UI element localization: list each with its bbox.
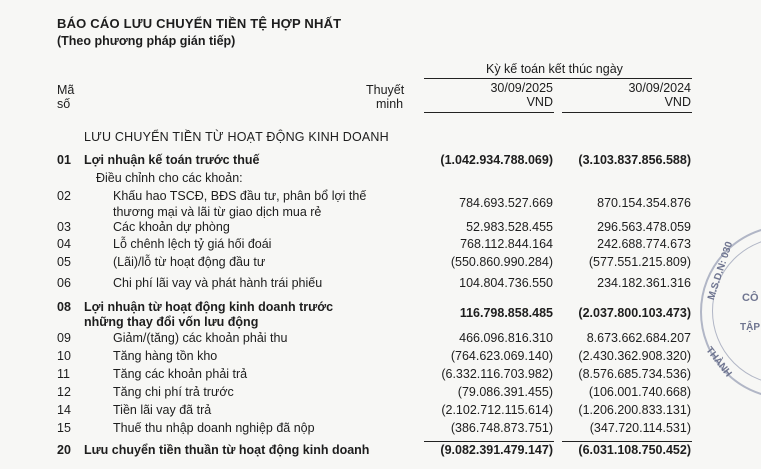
row-label: Tăng các khoản phải trả bbox=[113, 367, 248, 381]
row-value-2024: (106.001.740.668) bbox=[588, 385, 691, 399]
note-col-header-line1: Thuyết bbox=[366, 83, 405, 97]
row-label: Chi phí lãi vay và phát hành trái phiếu bbox=[113, 276, 323, 290]
row-code: 08 bbox=[57, 300, 71, 314]
row-value-2025: (2.102.712.115.614) bbox=[441, 403, 553, 417]
table-row bbox=[0, 153, 761, 171]
table-row bbox=[0, 220, 761, 238]
table-row bbox=[0, 237, 761, 255]
total-top-rule-col2 bbox=[562, 441, 692, 442]
row-value-2024: (2.430.362.908.320) bbox=[578, 349, 691, 363]
period-label: Kỳ kế toán kết thúc ngày bbox=[486, 62, 623, 76]
row-value-2025: 768.112.844.164 bbox=[460, 237, 553, 251]
row-label: Tăng chi phí trả trước bbox=[113, 385, 234, 399]
stamp-text: TẬP bbox=[740, 322, 760, 333]
row-value-2024: (1.206.200.833.131) bbox=[578, 403, 691, 417]
row-code: 04 bbox=[57, 237, 71, 251]
row-value-2024: (6.031.108.750.452) bbox=[578, 443, 691, 457]
row-value-2025: 116.798.858.485 bbox=[459, 306, 553, 320]
table-row bbox=[0, 403, 761, 421]
row-code: 10 bbox=[57, 349, 71, 363]
table-row bbox=[0, 349, 761, 367]
row-label: Tiền lãi vay đã trả bbox=[113, 403, 212, 417]
row-value-2025: (386.748.873.751) bbox=[450, 421, 553, 435]
row-code: 12 bbox=[57, 385, 71, 399]
row-value-2025: (9.082.391.479.147) bbox=[440, 443, 553, 457]
col1-date: 30/09/2025 bbox=[490, 81, 553, 95]
row-value-2025: 466.096.816.310 bbox=[459, 331, 553, 345]
table-row bbox=[0, 443, 761, 461]
row-value-2025: (1.042.934.788.069) bbox=[440, 153, 553, 167]
row-label: Thuế thu nhập doanh nghiệp đã nộp bbox=[113, 421, 315, 435]
row-value-2025: 104.804.736.550 bbox=[459, 276, 553, 290]
table-row bbox=[0, 276, 761, 294]
report-title: BÁO CÁO LƯU CHUYỂN TIỀN TỆ HỢP NHẤT bbox=[57, 16, 342, 31]
row-label: Lợi nhuận kế toán trước thuế bbox=[84, 153, 260, 167]
row-label: Lỗ chênh lệch tỷ giá hối đoái bbox=[113, 237, 272, 251]
row-value-2024: (347.720.114.531) bbox=[589, 421, 691, 435]
row-label-cont: thương mại và lãi từ giao dịch mua rẻ bbox=[113, 205, 322, 219]
row-value-2024: (8.576.685.734.536) bbox=[578, 367, 691, 381]
row-value-2024: (577.551.215.809) bbox=[588, 255, 691, 269]
code-col-header-line1: Mã bbox=[57, 83, 75, 97]
period-underline bbox=[424, 78, 692, 79]
section-title: LƯU CHUYỂN TIỀN TỪ HOẠT ĐỘNG KINH DOANH bbox=[84, 130, 389, 144]
table-row bbox=[0, 171, 761, 189]
row-code: 06 bbox=[57, 276, 71, 290]
table-row bbox=[0, 255, 761, 273]
report-subtitle: (Theo phương pháp gián tiếp) bbox=[57, 34, 236, 48]
row-value-2024: 296.563.478.059 bbox=[597, 220, 691, 234]
row-value-2025: (764.623.069.140) bbox=[450, 349, 553, 363]
col1-unit: VND bbox=[526, 95, 553, 109]
row-code: 03 bbox=[57, 220, 71, 234]
row-value-2024: 870.154.354.876 bbox=[597, 196, 691, 210]
row-label: Các khoản dự phòng bbox=[113, 220, 230, 234]
col1-underline bbox=[424, 112, 554, 113]
stamp-text: THÀNH bbox=[703, 345, 734, 380]
note-col-header-line2: minh bbox=[376, 97, 404, 111]
row-value-2025: 52.983.528.455 bbox=[466, 220, 553, 234]
row-value-2024: 242.688.774.673 bbox=[597, 237, 691, 251]
row-code: 20 bbox=[57, 443, 71, 457]
row-label: Tăng hàng tồn kho bbox=[113, 349, 218, 363]
stamp-text: M.S.D.N: 030 bbox=[706, 240, 736, 302]
row-code: 02 bbox=[57, 189, 71, 203]
row-label: (Lãi)/lỗ từ hoạt động đầu tư bbox=[113, 255, 266, 269]
row-value-2025: (6.332.116.703.982) bbox=[441, 367, 553, 381]
table-row bbox=[0, 331, 761, 349]
row-code: 15 bbox=[57, 421, 71, 435]
row-code: 01 bbox=[57, 153, 71, 167]
row-label-cont: những thay đổi vốn lưu động bbox=[84, 315, 259, 329]
table-row bbox=[0, 367, 761, 385]
row-label: Giảm/(tăng) các khoản phải thu bbox=[113, 331, 288, 345]
col2-unit: VND bbox=[664, 95, 691, 109]
row-code: 14 bbox=[57, 403, 71, 417]
row-value-2025: (550.860.990.284) bbox=[450, 255, 553, 269]
row-value-2024: (3.103.837.856.588) bbox=[578, 153, 691, 167]
row-value-2025: 784.693.527.669 bbox=[459, 196, 553, 210]
col2-underline bbox=[562, 112, 692, 113]
row-code: 05 bbox=[57, 255, 71, 269]
row-label: Lợi nhuận từ hoạt động kinh doanh trước bbox=[84, 300, 334, 314]
row-value-2024: 234.182.361.316 bbox=[597, 276, 691, 290]
row-label: Khấu hao TSCĐ, BĐS đầu tư, phân bổ lợi thế bbox=[113, 189, 367, 203]
table-row bbox=[0, 421, 761, 439]
row-code: 09 bbox=[57, 331, 71, 345]
row-code: 11 bbox=[57, 367, 70, 381]
row-value-2024: 8.673.662.684.207 bbox=[586, 331, 691, 345]
col2-date: 30/09/2024 bbox=[628, 81, 691, 95]
row-label: Lưu chuyển tiền thuần từ hoạt động kinh doanh bbox=[84, 443, 370, 457]
table-row bbox=[0, 385, 761, 403]
row-value-2025: (79.086.391.455) bbox=[457, 385, 553, 399]
row-label: Điều chỉnh cho các khoản: bbox=[96, 171, 243, 185]
row-value-2024: (2.037.800.103.473) bbox=[578, 306, 691, 320]
stamp-text: CÔ bbox=[742, 292, 759, 304]
code-col-header-line2: số bbox=[57, 97, 71, 111]
total-top-rule-col1 bbox=[424, 441, 554, 442]
